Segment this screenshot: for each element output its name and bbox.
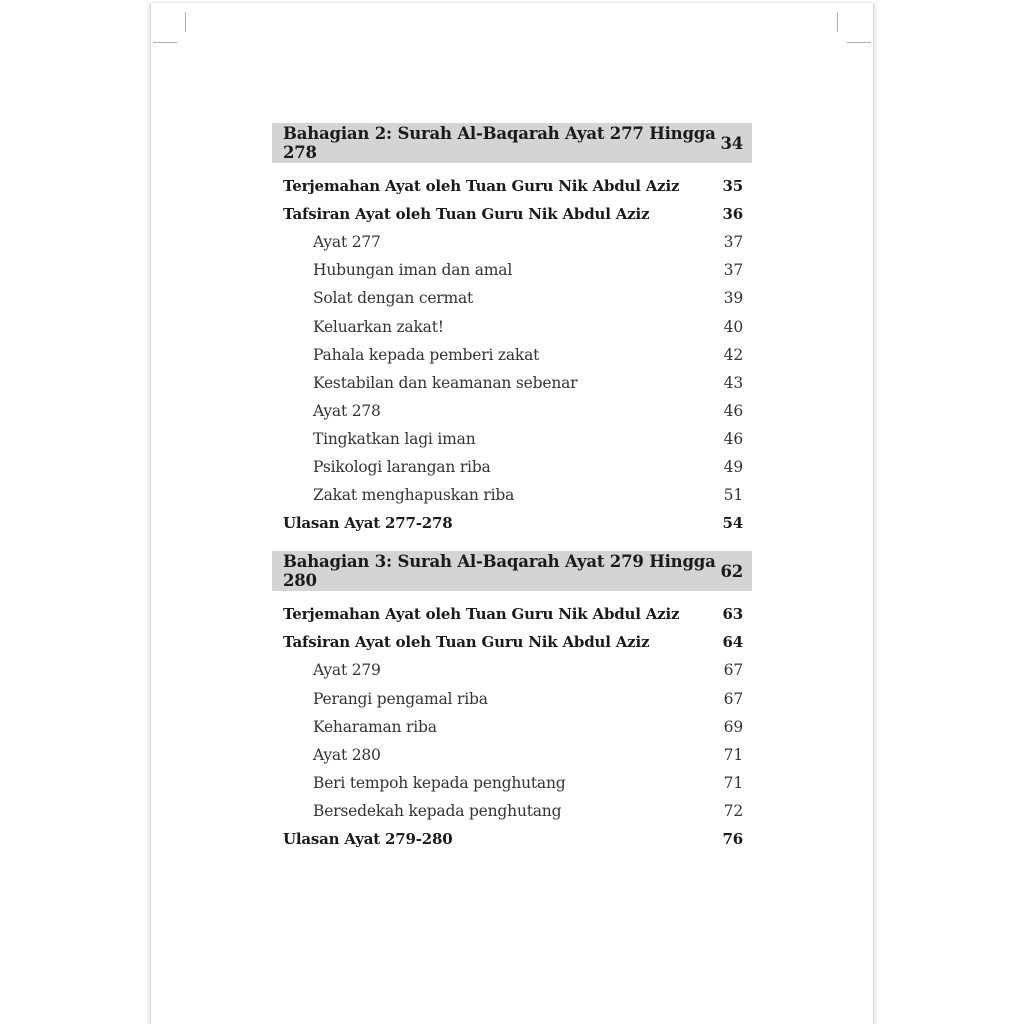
toc-subentry[interactable]	[283, 656, 743, 684]
toc-entry-page: 39	[723, 289, 743, 308]
crop-mark-top-left-vertical	[185, 12, 186, 32]
toc-entry-label: Hubungan iman dan amal	[313, 261, 513, 280]
toc-entry[interactable]	[283, 509, 743, 537]
toc-entry-label: Terjemahan Ayat oleh Tuan Guru Nik Abdul Aziz	[283, 177, 680, 196]
toc-entry-page: 40	[723, 317, 743, 336]
toc-subentry[interactable]	[283, 425, 743, 453]
toc-entry-page: 37	[723, 261, 743, 280]
toc-entry[interactable]	[283, 172, 743, 200]
toc-entry-label: Terjemahan Ayat oleh Tuan Guru Nik Abdul Aziz	[283, 605, 680, 624]
toc-entry-page: 71	[723, 773, 743, 792]
toc-entry-label: Bersedekah kepada penghutang	[313, 801, 562, 820]
section-title: Bahagian 3: Surah Al-Baqarah Ayat 279 Hingga 280	[283, 552, 716, 591]
toc-subentry[interactable]	[283, 284, 743, 312]
toc-subentry[interactable]	[283, 228, 743, 256]
section-page-number: 62	[720, 561, 743, 581]
toc-subentry[interactable]	[283, 369, 743, 397]
crop-mark-top-right-vertical	[837, 12, 838, 32]
toc-entry-label: Pahala kepada pemberi zakat	[313, 345, 540, 364]
toc-entry-page: 64	[722, 633, 743, 652]
toc-entry-page: 36	[722, 205, 743, 224]
section-entries	[272, 163, 752, 537]
toc-entry-page: 54	[722, 514, 743, 533]
toc-subentry[interactable]	[283, 312, 743, 340]
toc-entry-label: Solat dengan cermat	[313, 289, 474, 308]
toc-entry-page: 46	[723, 429, 743, 448]
toc-entry-label: Zakat menghapuskan riba	[313, 486, 515, 505]
toc-entry-label: Perangi pengamal riba	[313, 689, 488, 708]
toc-entry-page: 35	[722, 177, 743, 196]
toc-entry[interactable]	[283, 200, 743, 228]
crop-mark-top-left-horizontal	[153, 42, 177, 43]
toc-subentry[interactable]	[283, 741, 743, 769]
crop-mark-top-right-horizontal	[847, 42, 871, 43]
toc-entry[interactable]	[283, 628, 743, 656]
toc-subentry[interactable]	[283, 797, 743, 825]
section-heading[interactable]	[272, 123, 752, 163]
toc-entry-label: Keharaman riba	[313, 717, 437, 736]
table-of-contents	[272, 123, 752, 853]
toc-subentry[interactable]	[283, 453, 743, 481]
toc-entry-label: Tafsiran Ayat oleh Tuan Guru Nik Abdul Aziz	[283, 205, 650, 224]
toc-entry-label: Keluarkan zakat!	[313, 317, 444, 336]
toc-entry-page: 46	[723, 401, 743, 420]
toc-entry-label: Ayat 277	[313, 233, 381, 252]
toc-entry-label: Psikologi larangan riba	[313, 457, 491, 476]
section-title: Bahagian 2: Surah Al-Baqarah Ayat 277 Hingga 278	[283, 124, 716, 162]
toc-entry-page: 51	[723, 486, 743, 505]
toc-entry-page: 69	[723, 717, 743, 736]
toc-subentry[interactable]	[283, 769, 743, 797]
toc-subentry[interactable]	[283, 481, 743, 509]
toc-entry-label: Ayat 279	[313, 661, 381, 680]
toc-entry-page: 67	[723, 661, 743, 680]
toc-entry[interactable]	[283, 825, 743, 853]
toc-entry-label: Kestabilan dan keamanan sebenar	[313, 373, 578, 392]
toc-entry-label: Beri tempoh kepada penghutang	[313, 773, 566, 792]
toc-subentry[interactable]	[283, 256, 743, 284]
toc-subentry[interactable]	[283, 397, 743, 425]
toc-entry-label: Tafsiran Ayat oleh Tuan Guru Nik Abdul Aziz	[283, 633, 650, 652]
toc-entry-label: Ayat 278	[313, 401, 381, 420]
toc-entry-label: Tingkatkan lagi iman	[313, 429, 476, 448]
toc-entry-label: Ulasan Ayat 277-278	[283, 514, 453, 533]
toc-entry-label: Ayat 280	[313, 745, 381, 764]
toc-entry-page: 42	[723, 345, 743, 364]
toc-entry-label: Ulasan Ayat 279-280	[283, 830, 453, 849]
toc-entry-page: 63	[722, 605, 743, 624]
toc-entry[interactable]	[283, 600, 743, 628]
toc-entry-page: 67	[723, 689, 743, 708]
toc-entry-page: 71	[723, 745, 743, 764]
toc-entry-page: 37	[723, 233, 743, 252]
toc-subentry[interactable]	[283, 685, 743, 713]
toc-entry-page: 49	[723, 457, 743, 476]
toc-subentry[interactable]	[283, 713, 743, 741]
toc-entry-page: 43	[723, 373, 743, 392]
toc-subentry[interactable]	[283, 341, 743, 369]
section-page-number: 34	[720, 133, 743, 153]
toc-entry-page: 72	[723, 801, 743, 820]
toc-entry-page: 76	[722, 830, 743, 849]
section-heading[interactable]	[272, 551, 752, 591]
book-page	[150, 3, 874, 1024]
section-entries	[272, 591, 752, 853]
